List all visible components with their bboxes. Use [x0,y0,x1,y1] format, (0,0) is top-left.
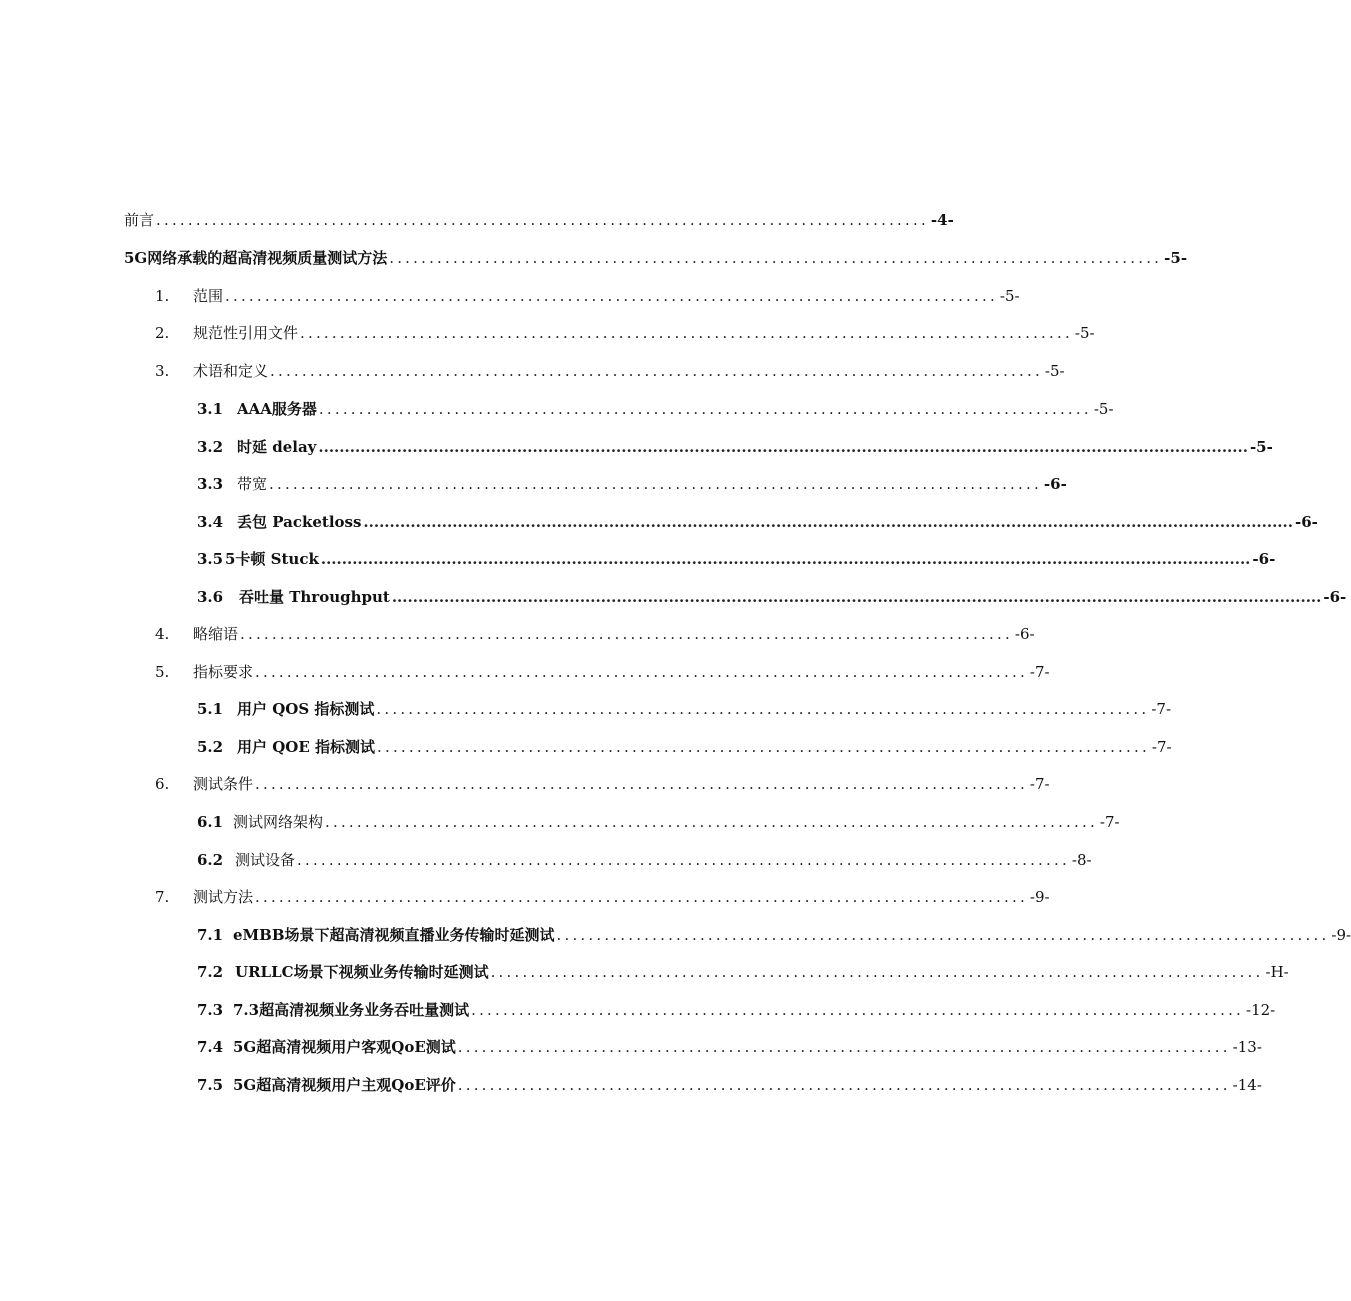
toc-entry-3-1[interactable] [197,398,1114,420]
toc-entry-label: 时延 delay [237,438,317,456]
toc-entry-page: -6- [1043,475,1067,493]
toc-entry-label: 范围 [193,287,224,305]
toc-entry-page: -12- [1246,1001,1276,1019]
toc-entry-label: 规范性引用文件 [193,324,299,342]
toc-entry-page: -7- [1151,700,1172,718]
toc-entry-label: 5G网络承载的超高清视频质量测试方法 [124,249,388,267]
toc-leader-dots: ................................................................................................. [325,813,1098,831]
toc-entry-6-1[interactable] [197,811,1120,833]
toc-leader-dots: ................................................................................................. [490,963,1264,981]
toc-entry-label: 指标要求 [193,663,254,681]
toc-entry-4[interactable] [155,623,1035,645]
toc-leader-dots: ................................................................................................. [556,926,1330,944]
toc-entry-7-2[interactable] [197,961,1289,983]
toc-entry-page: -6- [1252,550,1276,568]
toc-entry-page: -6- [1294,513,1318,531]
toc-entry-preface[interactable] [124,209,954,231]
toc-entry-number: 7. [155,888,170,906]
toc-leader-dots: ................................................................................................. [270,362,1043,380]
toc-leader-dots: ................................................................................................. [389,249,1163,267]
toc-entry-page: -4- [930,211,954,229]
toc-entry-label: 带宽 [237,475,268,493]
toc-entry-3[interactable] [155,360,1065,382]
toc-entry-label: 术语和定义 [193,362,269,380]
toc-entry-3-4[interactable] [197,511,1318,533]
toc-entry-number: 5. [155,663,170,681]
toc-entry-label: 7.3超高清视频业务业务吞吐量测试 [233,1001,470,1019]
toc-leader-dots: ................................................................................................. [297,851,1070,869]
toc-entry-page: -5- [1249,438,1273,456]
toc-entry-label: 用户 QOE 指标测试 [237,738,376,756]
toc-leader-dots: .................................................................................................................................................................................. [363,513,1293,531]
toc-leader-dots: ................................................................................................. [457,1076,1231,1094]
toc-entry-number: 3.3 [197,475,224,493]
toc-leader-dots: ................................................................................................. [377,738,1150,756]
toc-entry-7-4[interactable] [197,1036,1262,1058]
toc-entry-main-title[interactable] [124,247,1188,269]
toc-entry-page: -5- [999,287,1020,305]
toc-leader-dots: .................................................................................................................................................................................. [320,550,1251,568]
toc-entry-label: URLLC场景下视频业务传输时延测试 [235,963,489,981]
toc-leader-dots: ................................................................................................. [240,625,1013,643]
toc-entry-number: 3.4 [197,513,224,531]
toc-entry-label: 丢包 Packetloss [237,513,362,531]
toc-entry-number: 3.6 [197,588,224,606]
toc-entry-number: 4. [155,625,170,643]
toc-leader-dots: ................................................................................................. [225,287,998,305]
toc-leader-dots: .................................................................................................................................................................................. [391,588,1322,606]
toc-entry-number: 7.3 [197,1001,224,1019]
toc-entry-page: -9- [1331,926,1351,944]
toc-entry-number: 3.2 [197,438,224,456]
toc-entry-3-3[interactable] [197,473,1067,495]
toc-entry-number: 3. [155,362,170,380]
toc-entry-page: -6- [1014,625,1035,643]
toc-entry-7-3[interactable] [197,999,1276,1021]
toc-entry-number: 5.2 [197,738,224,756]
toc-entry-7[interactable] [155,886,1050,908]
toc-entry-6[interactable] [155,773,1050,795]
toc-entry-page: -7- [1099,813,1120,831]
toc-entry-7-5[interactable] [197,1074,1262,1096]
toc-entry-page: -5- [1074,324,1095,342]
toc-entry-label: 前言 [124,211,155,229]
toc-entry-7-1[interactable] [197,924,1351,946]
toc-entry-6-2[interactable] [197,849,1092,871]
toc-entry-5-1[interactable] [197,698,1172,720]
toc-entry-page: -14- [1232,1076,1262,1094]
toc-leader-dots: ................................................................................................. [457,1038,1231,1056]
toc-entry-3-2[interactable] [197,436,1273,458]
toc-entry-number: 5.1 [197,700,224,718]
toc-entry-page: -H- [1265,963,1289,981]
toc-entry-number: 7.5 [197,1076,224,1094]
toc-leader-dots: ................................................................................................. [255,888,1028,906]
toc-leader-dots: ................................................................................................. [255,663,1028,681]
toc-entry-page: -9- [1029,888,1050,906]
toc-entry-page: -8- [1071,851,1092,869]
toc-entry-label: 测试设备 [235,851,296,869]
toc-entry-label: 吞吐量 Throughput [239,588,390,606]
toc-entry-5[interactable] [155,661,1050,683]
toc-entry-label: 5G超高清视频用户客观QoE测试 [233,1038,456,1056]
toc-leader-dots: ................................................................................................. [376,700,1150,718]
toc-entry-label: 5G超高清视频用户主观QoE评价 [233,1076,456,1094]
toc-entry-page: -6- [1323,588,1347,606]
toc-leader-dots: ................................................................................................. [269,475,1042,493]
toc-entry-label: 测试网络架构 [233,813,324,831]
toc-entry-page: -5- [1044,362,1065,380]
toc-entry-label: 测试方法 [193,888,254,906]
toc-entry-number: 6.1 [197,813,224,831]
toc-entry-number: 7.1 [197,926,224,944]
toc-leader-dots: .................................................................................................................................................................................. [318,438,1248,456]
toc-entry-label: 5卡顿 Stuck [225,550,319,568]
toc-entry-page: -7- [1029,663,1050,681]
toc-entry-label: AAA服务器 [237,400,317,418]
toc-entry-number: 3.1 [197,400,224,418]
toc-entry-number: 1. [155,287,170,305]
toc-entry-number: 6. [155,775,170,793]
toc-entry-label: 用户 QOS 指标测试 [237,700,375,718]
toc-entry-page: -7- [1029,775,1050,793]
toc-entry-label: eMBB场景下超高清视频直播业务传输时延测试 [233,926,555,944]
toc-entry-number: 3.5 [197,550,224,568]
toc-entry-number: 7.2 [197,963,224,981]
toc-entry-2[interactable] [155,322,1095,344]
toc-leader-dots: ................................................................................................. [156,211,929,229]
toc-leader-dots: ................................................................................................. [255,775,1028,793]
toc-entry-number: 6.2 [197,851,224,869]
toc-entry-label: 测试条件 [193,775,254,793]
toc-entry-number: 7.4 [197,1038,224,1056]
toc-entry-5-2[interactable] [197,736,1172,758]
toc-entry-3-6[interactable] [197,586,1347,608]
toc-entry-page: -7- [1151,738,1172,756]
toc-entry-page: -5- [1164,249,1188,267]
toc-entry-3-5[interactable] [197,548,1276,570]
toc-entry-page: -13- [1232,1038,1262,1056]
toc-entry-number: 2. [155,324,170,342]
toc-leader-dots: ................................................................................................. [318,400,1092,418]
toc-leader-dots: ................................................................................................. [471,1001,1245,1019]
toc-leader-dots: ................................................................................................. [300,324,1073,342]
toc-entry-page: -5- [1093,400,1114,418]
toc-entry-1[interactable] [155,285,1020,307]
toc-entry-label: 略缩语 [193,625,239,643]
